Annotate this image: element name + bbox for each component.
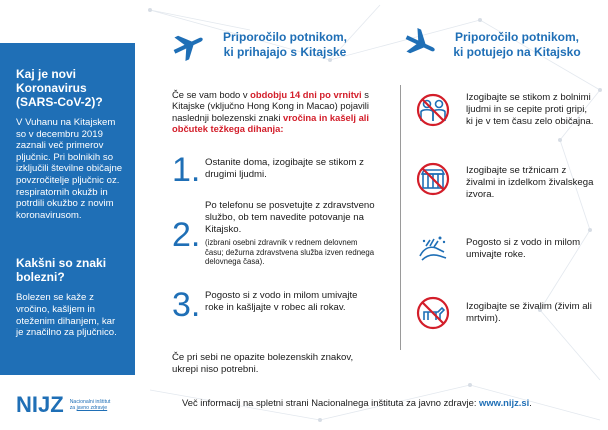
- left-title-line1: Priporočilo potnikom,: [222, 30, 347, 44]
- airplane-departure-icon: [403, 27, 439, 61]
- sidebar-heading-virus: Kaj je novi Koronavirus (SARS-CoV-2)?: [16, 67, 103, 109]
- step-3-text: Pogosto si z vodo in milom umivajte roke in kašljajte v robec ali rokav.: [205, 290, 358, 313]
- step-2-number: 2.: [172, 216, 201, 254]
- footer: [182, 397, 532, 409]
- step-2-text: Po telefonu se posvetujte z zdravstveno službo, ob tem navedite potovanje na Kitajsko.: [205, 200, 375, 235]
- logo-mark: NIJZ: [16, 392, 64, 417]
- right-item-4-text: Izogibajte se živalim (živim ali mrtvim).: [466, 301, 592, 324]
- info-sidebar: [0, 43, 135, 375]
- right-item-3-text: Pogosto si z vodo in milom umivajte roke.: [466, 237, 581, 260]
- intro-red-2: vročina in kašelj ali občutek težkega dihanja:: [172, 111, 369, 134]
- left-column-title: [210, 30, 360, 60]
- logo-line2-prefix: za: [69, 405, 77, 411]
- step-1-text: Ostanite doma, izogibajte se stikom z drugimi ljudmi.: [205, 157, 364, 180]
- step-2-note: (izbrani osebni zdravnik v rednem delovnem času; dežurna zdravstvena služba izven rednega delovnega časa).: [205, 238, 375, 267]
- intro-text-1: Če se vam bodo v: [172, 89, 251, 100]
- footer-website-link[interactable]: www.nijz.si: [479, 397, 530, 408]
- no-sick-contact-icon: [416, 93, 450, 127]
- left-title-line2: ki prihajajo s Kitajske: [223, 45, 347, 59]
- no-market-icon: [416, 162, 450, 196]
- footer-text: Več informacij na spletni strani Nacionalnega inštituta za javno zdravje:: [182, 397, 480, 408]
- nijz-logo: [16, 392, 110, 418]
- closing-note: Če pri sebi ne opazite bolezenskih znakov, ukrepi niso potrebni.: [172, 352, 354, 375]
- logo-line2-underlined: javno zdravje: [76, 405, 108, 411]
- right-title-line2: ki potujejo na Kitajsko: [453, 45, 581, 59]
- intro-paragraph: [172, 89, 372, 134]
- logo-line1: Nacionalni inštitut: [69, 398, 111, 405]
- handwashing-icon: [416, 232, 450, 266]
- logo-line2: [70, 405, 111, 411]
- airplane-landing-icon: [171, 28, 207, 62]
- right-item-1-text: Izogibajte se stikom z bolnimi ljudmi in se cepite proti gripi, ki je v tem času zelo običajna.: [466, 92, 594, 127]
- column-divider: [400, 85, 401, 350]
- right-item-2-text: Izogibajte se tržnicam z živalmi in izdelkom živalskega izvora.: [466, 165, 594, 200]
- intro-text-2: s Kitajske (vključno Hong Kong in Macao) pojavili naslednji bolezenski znaki: [172, 89, 369, 123]
- intro-red-1: obdobju 14 dni po vrnitvi: [250, 89, 362, 100]
- right-title-line1: Priporočilo potnikom,: [454, 30, 579, 44]
- sidebar-heading-symptoms: Kakšni so znaki bolezni?: [16, 256, 107, 285]
- footer-end: .: [529, 397, 532, 408]
- step-1-number: 1.: [172, 151, 201, 189]
- logo-text: [70, 399, 111, 412]
- sidebar-paragraph-symptoms: Bolezen se kaže z vročino, kašljem in oteženim dihanjem, kar je značilno za pljučnico.: [16, 292, 117, 339]
- step-3-number: 3.: [172, 286, 201, 324]
- right-column-title: [442, 30, 592, 60]
- no-animals-icon: [416, 296, 450, 330]
- sidebar-paragraph-virus: V Vuhanu na Kitajskem so v decembru 2019 zaznali več primerov pljučnic. Pri bolnikih so izključili številne običajne povzročitelje pljučnic oz. respiratornih okužb in potrdili okužbo z novim koronavirusom.: [16, 117, 123, 221]
